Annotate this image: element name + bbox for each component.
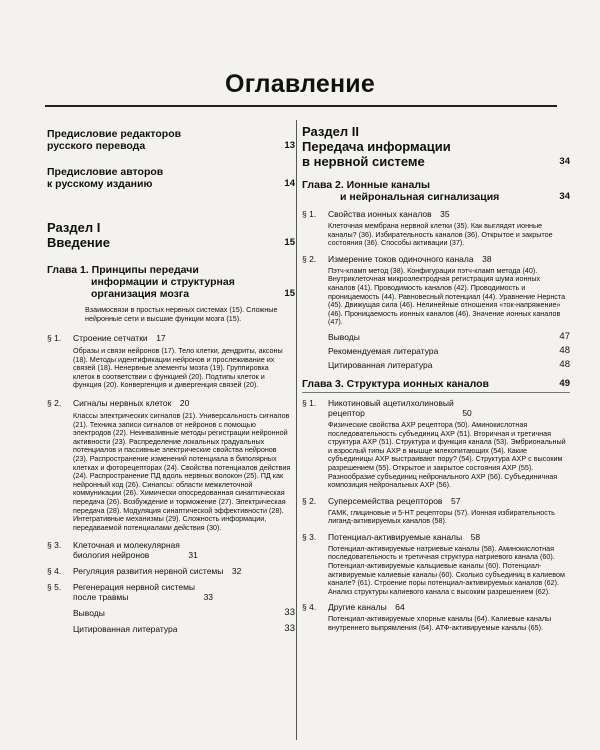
page-number: 57 <box>450 495 461 506</box>
page-number: 34 <box>559 191 570 202</box>
page-number: 35 <box>440 209 450 219</box>
chapter-1-intro: Взаимосвязи в простых нервных системах (15). Сложные нейронные сети и высшие функции мозга (15). <box>85 305 278 323</box>
page-number: 33 <box>203 592 214 603</box>
page-number: 64 <box>395 602 405 613</box>
toc-section-2-1[interactable]: § 1. Свойства ионных каналов 35 <box>302 209 450 219</box>
toc-section-2-2[interactable]: § 2. Измерение токов одиночного канала 38 <box>302 253 492 264</box>
toc-entry-preface-editors[interactable]: Предисловие редакторов русского перевода 13 <box>47 128 295 152</box>
toc-part-2[interactable]: Раздел II Передача информации в нервной системе 34 <box>302 124 570 169</box>
page-number: 48 <box>559 344 570 356</box>
toc-section-3-3[interactable]: § 3. Потенциал-активируемые каналы 58 <box>302 531 481 542</box>
page-number: 31 <box>188 550 198 561</box>
toc-section-1-2[interactable]: § 2. Сигналы нервных клеток 20 <box>47 397 190 408</box>
section-3-3-text: Потенциал-активируемые натриевые каналы (58). Аминокислотная последовательность и третичная структура натриевого канала (60). Потенциал-активируемые кальциевые каналы (60). Потенциал-активируемые калиевые каналы (60). Сколько субъединиц в калиевом канале? (61). Строение поры потенциал-активируемых каналов (62). Анализ структуры калиевого канала с высоким разрешением (62). <box>328 543 565 596</box>
toc-part-1[interactable]: Раздел I Введение 15 <box>47 220 295 250</box>
page-number: 33 <box>284 623 295 635</box>
toc-conclusions-ch2[interactable]: Выводы 47 <box>328 330 570 342</box>
page-number: 17 <box>156 333 166 343</box>
toc-recommended-ch2[interactable]: Рекомендуемая литература 48 <box>328 344 570 356</box>
toc-literature-ch2[interactable]: Цитированная литература 48 <box>328 358 570 370</box>
column-separator <box>296 120 297 740</box>
page-number: 50 <box>462 407 472 418</box>
page-number: 47 <box>559 330 570 342</box>
right-column <box>302 120 570 633</box>
page-number: 14 <box>284 178 295 189</box>
page-number: 13 <box>284 140 295 151</box>
page-number: 38 <box>482 253 492 264</box>
title-rule <box>45 105 557 107</box>
page-number: 48 <box>559 358 570 370</box>
toc-entry-preface-authors[interactable]: Предисловие авторов к русскому изданию 14 <box>47 166 295 190</box>
page-number: 15 <box>284 288 295 299</box>
page-number: 49 <box>559 377 570 389</box>
toc-section-1-1[interactable]: § 1. Строение сетчатки 17 <box>47 333 166 343</box>
page-number: 58 <box>470 531 481 542</box>
section-3-4-text: Потенциал-активируемые хлорные каналы (64). Калиевые каналы внутреннего выпрямления (64). АТФ-активируемые каналы (65). <box>328 614 552 633</box>
toc-section-1-5[interactable]: § 5. Регенерация нервной системы после травмы 33 <box>47 582 214 603</box>
section-3-1-text: Физические свойства АХР рецептора (50). Аминокислотная последовательность субъединиц АХР (51). Вторичная и третичная структура АХР (51). Структура и функция канала (53). Эмбриональный и взрослый типы АХР в мышце млекопитающих (54). Какие субъединицы АХР выстраивают пору? (54). Структура АХР с высоким разрешением (55). Открытое и закрытое состояния АХР (55). Разнообразие субъединиц нейронального АХР (56). Субъединичная композиция нейрональных АХР (56). <box>328 419 566 490</box>
toc-section-3-4[interactable]: § 4. Другие каналы 64 <box>302 602 405 613</box>
toc-section-3-1[interactable]: § 1. Никотиновый ацетилхолиновый рецептор 50 <box>302 397 472 418</box>
section-1-1-text: Образы и связи нейронов (17). Тело клетки, дендриты, аксоны (18). Методы идентификации нейронов и прослеживание их связей (18). Ненервные элементы мозга (19). Группировка клеток в соответствии с функцией (20). Подтипы клеток и функция (20). Конвергенция и дивергенция связей (20). <box>73 346 283 390</box>
toc-chapter-1[interactable]: Глава 1. Принципы передачи информации и структурная организация мозга 15 <box>47 264 295 300</box>
toc-conclusions-ch1[interactable]: Выводы 33 <box>73 607 295 619</box>
toc-section-3-2[interactable]: § 2. Суперсемейства рецепторов 57 <box>302 495 461 506</box>
left-column <box>47 120 295 634</box>
toc-literature-ch1[interactable]: Цитированная литература 33 <box>73 623 295 635</box>
page-title: Оглавление <box>225 70 375 98</box>
page-number: 32 <box>231 566 242 577</box>
page-number: 15 <box>284 237 295 248</box>
page-number: 20 <box>179 397 190 408</box>
section-3-2-text: ГАМК, глициновые и 5-НТ рецепторы (57). Ионная избирательность лиганд-активируемых каналов (58). <box>328 507 555 526</box>
toc-section-1-3[interactable]: § 3. Клеточная и молекулярная биология нейронов 31 <box>47 540 198 561</box>
page-number: 33 <box>284 607 295 619</box>
section-2-1-text: Клеточная мембрана нервной клетки (35). Как выглядят ионные каналы? (36). Избирательность каналов (36). Открытое и закрытое состояния (36). Способы активации (37). <box>328 221 553 248</box>
toc-chapter-3[interactable]: Глава 3. Структура ионных каналов 49 <box>302 378 570 393</box>
section-1-2-text: Классы электрических сигналов (21). Универсальность сигналов (21). Техника записи сигналов от нейронов с помощью электродов (22). Неинвазивные методы регистрации нейронной активности (23). Распределение локальных градуальных потенциалов и пассивные электрические свойства нейронов (23). Распространение изменений потенциала в биполярных клетках и фоторецепторах (24). Свойства потенциалов действия (24). Распространение ПД вдоль нервных волокон (25). ПД как нейронный код (26). Синапсы: области межклеточной коммуникации (26). Химически опосредованная синаптическая передача (26). Возбуждение и торможение (27). Электрическая передача (28). Модуляция синаптической эффективности (28). Интегративные механизмы (29). Сложность информации, передаваемой потенциалами действия (30). <box>73 410 291 532</box>
toc-chapter-2[interactable]: Глава 2. Ионные каналы и нейрональная сигнализация 34 <box>302 179 570 203</box>
section-2-2-text: Пэтч-кламп метод (38). Конфигурации пэтч-кламп метода (40). Внутриклеточная микроэлектродная регистрация шума ионных каналов (41). Проводимость каналов (42). Проводимость и проницаемость (44). Равновесный потенциал (44). Уравнение Нернста (45). Движущая сила (46). Нелинейные отношения «ток-напряжение» (46). Проницаемость ионных каналов (46). Значение ионных каналов (47). <box>328 265 566 327</box>
toc-section-1-4[interactable]: § 4. Регуляция развития нервной системы 32 <box>47 566 242 577</box>
page-number: 34 <box>559 156 570 167</box>
